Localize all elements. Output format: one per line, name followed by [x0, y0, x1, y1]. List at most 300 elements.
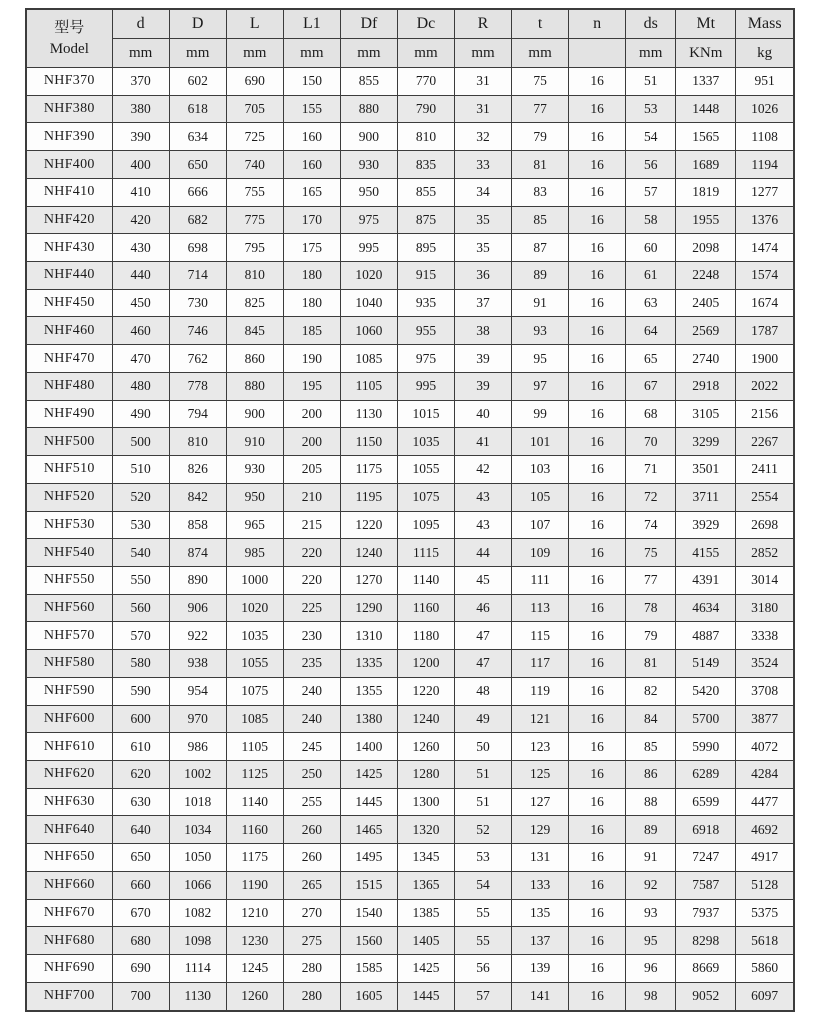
cell-mt: 2248 [676, 262, 736, 290]
cell-n: 16 [569, 566, 626, 594]
row-model: NHF430 [26, 234, 112, 262]
cell-l: 1210 [226, 899, 283, 927]
cell-df: 1195 [340, 483, 397, 511]
cell-r: 39 [454, 345, 511, 373]
cell-l1: 260 [283, 816, 340, 844]
cell-d: 550 [112, 566, 169, 594]
cell-mass: 2156 [736, 400, 794, 428]
cell-dc: 1140 [397, 566, 454, 594]
table-row [26, 483, 794, 511]
cell-t: 129 [512, 816, 569, 844]
cell-t: 109 [512, 539, 569, 567]
cell-r: 33 [454, 151, 511, 179]
cell-n: 16 [569, 760, 626, 788]
cell-r: 36 [454, 262, 511, 290]
cell-r: 31 [454, 95, 511, 123]
cell-ds: 78 [626, 594, 676, 622]
cell-n: 16 [569, 511, 626, 539]
cell-d: 460 [112, 317, 169, 345]
cell-ds: 53 [626, 95, 676, 123]
table-row [26, 760, 794, 788]
cell-df: 1495 [340, 844, 397, 872]
cell-d: 954 [169, 677, 226, 705]
cell-mass: 2852 [736, 539, 794, 567]
cell-r: 35 [454, 234, 511, 262]
cell-d: 906 [169, 594, 226, 622]
row-model: NHF680 [26, 927, 112, 955]
cell-df: 1585 [340, 955, 397, 983]
column-header-l: L [226, 9, 283, 39]
cell-dc: 1075 [397, 483, 454, 511]
table-row [26, 511, 794, 539]
cell-mt: 6599 [676, 788, 736, 816]
cell-l1: 225 [283, 594, 340, 622]
cell-t: 75 [512, 68, 569, 96]
cell-mass: 3877 [736, 705, 794, 733]
cell-d: 650 [169, 151, 226, 179]
cell-mt: 1819 [676, 178, 736, 206]
table-row [26, 816, 794, 844]
cell-ds: 81 [626, 650, 676, 678]
column-header-ds: ds [626, 9, 676, 39]
cell-r: 48 [454, 677, 511, 705]
cell-t: 115 [512, 622, 569, 650]
cell-d: 986 [169, 733, 226, 761]
cell-n: 16 [569, 345, 626, 373]
cell-d: 746 [169, 317, 226, 345]
cell-l: 985 [226, 539, 283, 567]
cell-d: 490 [112, 400, 169, 428]
row-model: NHF670 [26, 899, 112, 927]
cell-ds: 60 [626, 234, 676, 262]
cell-mt: 3299 [676, 428, 736, 456]
cell-dc: 995 [397, 372, 454, 400]
cell-t: 97 [512, 372, 569, 400]
cell-ds: 56 [626, 151, 676, 179]
cell-d: 842 [169, 483, 226, 511]
row-model: NHF480 [26, 372, 112, 400]
cell-r: 51 [454, 788, 511, 816]
cell-mass: 4692 [736, 816, 794, 844]
cell-d: 602 [169, 68, 226, 96]
cell-d: 970 [169, 705, 226, 733]
cell-df: 1400 [340, 733, 397, 761]
spec-table-body [26, 68, 794, 1012]
cell-t: 101 [512, 428, 569, 456]
cell-l1: 170 [283, 206, 340, 234]
column-unit-d: mm [169, 39, 226, 68]
cell-l1: 155 [283, 95, 340, 123]
cell-ds: 96 [626, 955, 676, 983]
cell-l1: 280 [283, 955, 340, 983]
cell-r: 55 [454, 899, 511, 927]
row-model: NHF570 [26, 622, 112, 650]
cell-l1: 210 [283, 483, 340, 511]
cell-t: 135 [512, 899, 569, 927]
column-header-model-en: Model [49, 40, 89, 57]
column-unit-d: mm [112, 39, 169, 68]
cell-l1: 245 [283, 733, 340, 761]
cell-l: 1085 [226, 705, 283, 733]
cell-l: 950 [226, 483, 283, 511]
cell-ds: 77 [626, 566, 676, 594]
cell-t: 77 [512, 95, 569, 123]
cell-l: 825 [226, 289, 283, 317]
cell-df: 1240 [340, 539, 397, 567]
cell-r: 37 [454, 289, 511, 317]
cell-df: 1445 [340, 788, 397, 816]
cell-df: 880 [340, 95, 397, 123]
cell-t: 85 [512, 206, 569, 234]
row-model: NHF510 [26, 456, 112, 484]
cell-r: 38 [454, 317, 511, 345]
cell-d: 510 [112, 456, 169, 484]
cell-dc: 790 [397, 95, 454, 123]
cell-t: 91 [512, 289, 569, 317]
cell-l1: 265 [283, 871, 340, 899]
cell-t: 87 [512, 234, 569, 262]
cell-mt: 1337 [676, 68, 736, 96]
cell-mass: 5860 [736, 955, 794, 983]
cell-l1: 180 [283, 289, 340, 317]
cell-mt: 1689 [676, 151, 736, 179]
cell-d: 1098 [169, 927, 226, 955]
cell-t: 95 [512, 345, 569, 373]
cell-l: 845 [226, 317, 283, 345]
cell-t: 79 [512, 123, 569, 151]
cell-mt: 2918 [676, 372, 736, 400]
cell-df: 1270 [340, 566, 397, 594]
column-unit-l1: mm [283, 39, 340, 68]
cell-l1: 260 [283, 844, 340, 872]
cell-n: 16 [569, 95, 626, 123]
table-row [26, 68, 794, 96]
cell-r: 40 [454, 400, 511, 428]
cell-mass: 2554 [736, 483, 794, 511]
table-row [26, 289, 794, 317]
cell-l: 930 [226, 456, 283, 484]
cell-mt: 1955 [676, 206, 736, 234]
cell-l1: 195 [283, 372, 340, 400]
cell-df: 1465 [340, 816, 397, 844]
cell-df: 1605 [340, 982, 397, 1011]
cell-l: 880 [226, 372, 283, 400]
cell-mass: 1900 [736, 345, 794, 373]
cell-d: 570 [112, 622, 169, 650]
cell-n: 16 [569, 844, 626, 872]
cell-d: 698 [169, 234, 226, 262]
row-model: NHF530 [26, 511, 112, 539]
cell-d: 874 [169, 539, 226, 567]
cell-mt: 3711 [676, 483, 736, 511]
cell-df: 1560 [340, 927, 397, 955]
cell-t: 131 [512, 844, 569, 872]
cell-n: 16 [569, 178, 626, 206]
cell-r: 50 [454, 733, 511, 761]
cell-mt: 6918 [676, 816, 736, 844]
cell-n: 16 [569, 788, 626, 816]
cell-n: 16 [569, 400, 626, 428]
cell-dc: 1445 [397, 982, 454, 1011]
table-row [26, 151, 794, 179]
cell-dc: 810 [397, 123, 454, 151]
cell-t: 103 [512, 456, 569, 484]
cell-d: 420 [112, 206, 169, 234]
cell-d: 778 [169, 372, 226, 400]
row-model: NHF590 [26, 677, 112, 705]
cell-r: 34 [454, 178, 511, 206]
cell-l1: 215 [283, 511, 340, 539]
column-header-l1: L1 [283, 9, 340, 39]
column-unit-mass: kg [736, 39, 794, 68]
cell-l1: 230 [283, 622, 340, 650]
cell-d: 440 [112, 262, 169, 290]
cell-dc: 975 [397, 345, 454, 373]
header-label-row [26, 9, 794, 39]
cell-d: 1018 [169, 788, 226, 816]
cell-dc: 1035 [397, 428, 454, 456]
table-row [26, 927, 794, 955]
cell-df: 950 [340, 178, 397, 206]
cell-l1: 240 [283, 705, 340, 733]
column-unit-dc: mm [397, 39, 454, 68]
cell-l: 1245 [226, 955, 283, 983]
cell-mt: 5149 [676, 650, 736, 678]
cell-d: 540 [112, 539, 169, 567]
cell-ds: 61 [626, 262, 676, 290]
table-row [26, 871, 794, 899]
table-row [26, 123, 794, 151]
cell-n: 16 [569, 733, 626, 761]
cell-mt: 9052 [676, 982, 736, 1011]
cell-mass: 1026 [736, 95, 794, 123]
cell-r: 44 [454, 539, 511, 567]
cell-l1: 275 [283, 927, 340, 955]
cell-n: 16 [569, 927, 626, 955]
cell-dc: 1095 [397, 511, 454, 539]
cell-r: 41 [454, 428, 511, 456]
cell-l1: 160 [283, 151, 340, 179]
cell-df: 900 [340, 123, 397, 151]
cell-l1: 200 [283, 400, 340, 428]
cell-r: 55 [454, 927, 511, 955]
cell-mass: 5618 [736, 927, 794, 955]
table-row [26, 428, 794, 456]
row-model: NHF640 [26, 816, 112, 844]
cell-df: 1425 [340, 760, 397, 788]
cell-l1: 270 [283, 899, 340, 927]
cell-r: 56 [454, 955, 511, 983]
cell-mt: 1565 [676, 123, 736, 151]
cell-mass: 5375 [736, 899, 794, 927]
cell-d: 810 [169, 428, 226, 456]
cell-n: 16 [569, 151, 626, 179]
cell-d: 370 [112, 68, 169, 96]
cell-l1: 255 [283, 788, 340, 816]
column-header-df: Df [340, 9, 397, 39]
cell-t: 117 [512, 650, 569, 678]
cell-d: 634 [169, 123, 226, 151]
cell-l: 965 [226, 511, 283, 539]
table-row [26, 234, 794, 262]
cell-l: 1055 [226, 650, 283, 678]
table-row [26, 95, 794, 123]
cell-df: 1085 [340, 345, 397, 373]
cell-ds: 95 [626, 927, 676, 955]
column-unit-mt: KNm [676, 39, 736, 68]
cell-d: 430 [112, 234, 169, 262]
cell-mt: 7587 [676, 871, 736, 899]
column-header-model-zh: 型号 [54, 20, 85, 37]
row-model: NHF450 [26, 289, 112, 317]
cell-d: 590 [112, 677, 169, 705]
cell-l: 810 [226, 262, 283, 290]
cell-mt: 3105 [676, 400, 736, 428]
cell-l: 1035 [226, 622, 283, 650]
cell-d: 670 [112, 899, 169, 927]
cell-n: 16 [569, 871, 626, 899]
cell-df: 1335 [340, 650, 397, 678]
row-model: NHF610 [26, 733, 112, 761]
cell-mt: 8298 [676, 927, 736, 955]
cell-t: 105 [512, 483, 569, 511]
cell-df: 1130 [340, 400, 397, 428]
cell-d: 400 [112, 151, 169, 179]
cell-dc: 1015 [397, 400, 454, 428]
cell-l: 1105 [226, 733, 283, 761]
cell-d: 1034 [169, 816, 226, 844]
table-row [26, 955, 794, 983]
cell-mt: 7247 [676, 844, 736, 872]
cell-df: 1220 [340, 511, 397, 539]
cell-ds: 79 [626, 622, 676, 650]
cell-mass: 4284 [736, 760, 794, 788]
cell-d: 610 [112, 733, 169, 761]
cell-mass: 4917 [736, 844, 794, 872]
cell-d: 690 [112, 955, 169, 983]
row-model: NHF440 [26, 262, 112, 290]
cell-df: 1175 [340, 456, 397, 484]
cell-d: 580 [112, 650, 169, 678]
cell-t: 123 [512, 733, 569, 761]
cell-mt: 4155 [676, 539, 736, 567]
cell-ds: 57 [626, 178, 676, 206]
cell-d: 700 [112, 982, 169, 1011]
row-model: NHF690 [26, 955, 112, 983]
cell-ds: 58 [626, 206, 676, 234]
cell-mass: 1574 [736, 262, 794, 290]
cell-df: 855 [340, 68, 397, 96]
cell-dc: 1345 [397, 844, 454, 872]
spec-table [25, 8, 795, 1012]
column-header-d: d [112, 9, 169, 39]
cell-l1: 165 [283, 178, 340, 206]
cell-mt: 3929 [676, 511, 736, 539]
column-header-n: n [569, 9, 626, 39]
table-row [26, 566, 794, 594]
column-header-model [26, 9, 112, 68]
cell-mt: 4634 [676, 594, 736, 622]
cell-l1: 150 [283, 68, 340, 96]
cell-l: 910 [226, 428, 283, 456]
cell-d: 762 [169, 345, 226, 373]
cell-df: 995 [340, 234, 397, 262]
cell-r: 43 [454, 483, 511, 511]
cell-ds: 64 [626, 317, 676, 345]
cell-mass: 1787 [736, 317, 794, 345]
cell-mt: 7937 [676, 899, 736, 927]
cell-n: 16 [569, 816, 626, 844]
table-row [26, 788, 794, 816]
table-row [26, 622, 794, 650]
cell-df: 930 [340, 151, 397, 179]
cell-n: 16 [569, 483, 626, 511]
cell-l1: 235 [283, 650, 340, 678]
cell-t: 83 [512, 178, 569, 206]
row-model: NHF400 [26, 151, 112, 179]
table-row [26, 844, 794, 872]
cell-d: 666 [169, 178, 226, 206]
row-model: NHF600 [26, 705, 112, 733]
table-row [26, 982, 794, 1011]
cell-d: 520 [112, 483, 169, 511]
cell-l: 1260 [226, 982, 283, 1011]
cell-d: 470 [112, 345, 169, 373]
cell-d: 890 [169, 566, 226, 594]
cell-df: 1380 [340, 705, 397, 733]
column-header-t: t [512, 9, 569, 39]
cell-d: 660 [112, 871, 169, 899]
cell-l1: 200 [283, 428, 340, 456]
cell-t: 139 [512, 955, 569, 983]
cell-mass: 1277 [736, 178, 794, 206]
cell-mass: 2698 [736, 511, 794, 539]
cell-mass: 1376 [736, 206, 794, 234]
table-row [26, 539, 794, 567]
cell-df: 1020 [340, 262, 397, 290]
table-row [26, 345, 794, 373]
cell-d: 682 [169, 206, 226, 234]
cell-df: 975 [340, 206, 397, 234]
cell-dc: 855 [397, 178, 454, 206]
cell-l: 1020 [226, 594, 283, 622]
cell-ds: 88 [626, 788, 676, 816]
cell-dc: 915 [397, 262, 454, 290]
cell-mt: 5700 [676, 705, 736, 733]
column-unit-n [569, 39, 626, 68]
cell-t: 99 [512, 400, 569, 428]
cell-d: 650 [112, 844, 169, 872]
cell-l: 795 [226, 234, 283, 262]
cell-mt: 4887 [676, 622, 736, 650]
table-row [26, 594, 794, 622]
cell-ds: 54 [626, 123, 676, 151]
cell-dc: 1180 [397, 622, 454, 650]
row-model: NHF470 [26, 345, 112, 373]
cell-r: 49 [454, 705, 511, 733]
cell-ds: 63 [626, 289, 676, 317]
cell-l: 1160 [226, 816, 283, 844]
cell-r: 52 [454, 816, 511, 844]
cell-d: 500 [112, 428, 169, 456]
cell-n: 16 [569, 262, 626, 290]
cell-l1: 190 [283, 345, 340, 373]
cell-l1: 185 [283, 317, 340, 345]
cell-mass: 4072 [736, 733, 794, 761]
cell-l1: 175 [283, 234, 340, 262]
cell-dc: 1385 [397, 899, 454, 927]
cell-t: 89 [512, 262, 569, 290]
